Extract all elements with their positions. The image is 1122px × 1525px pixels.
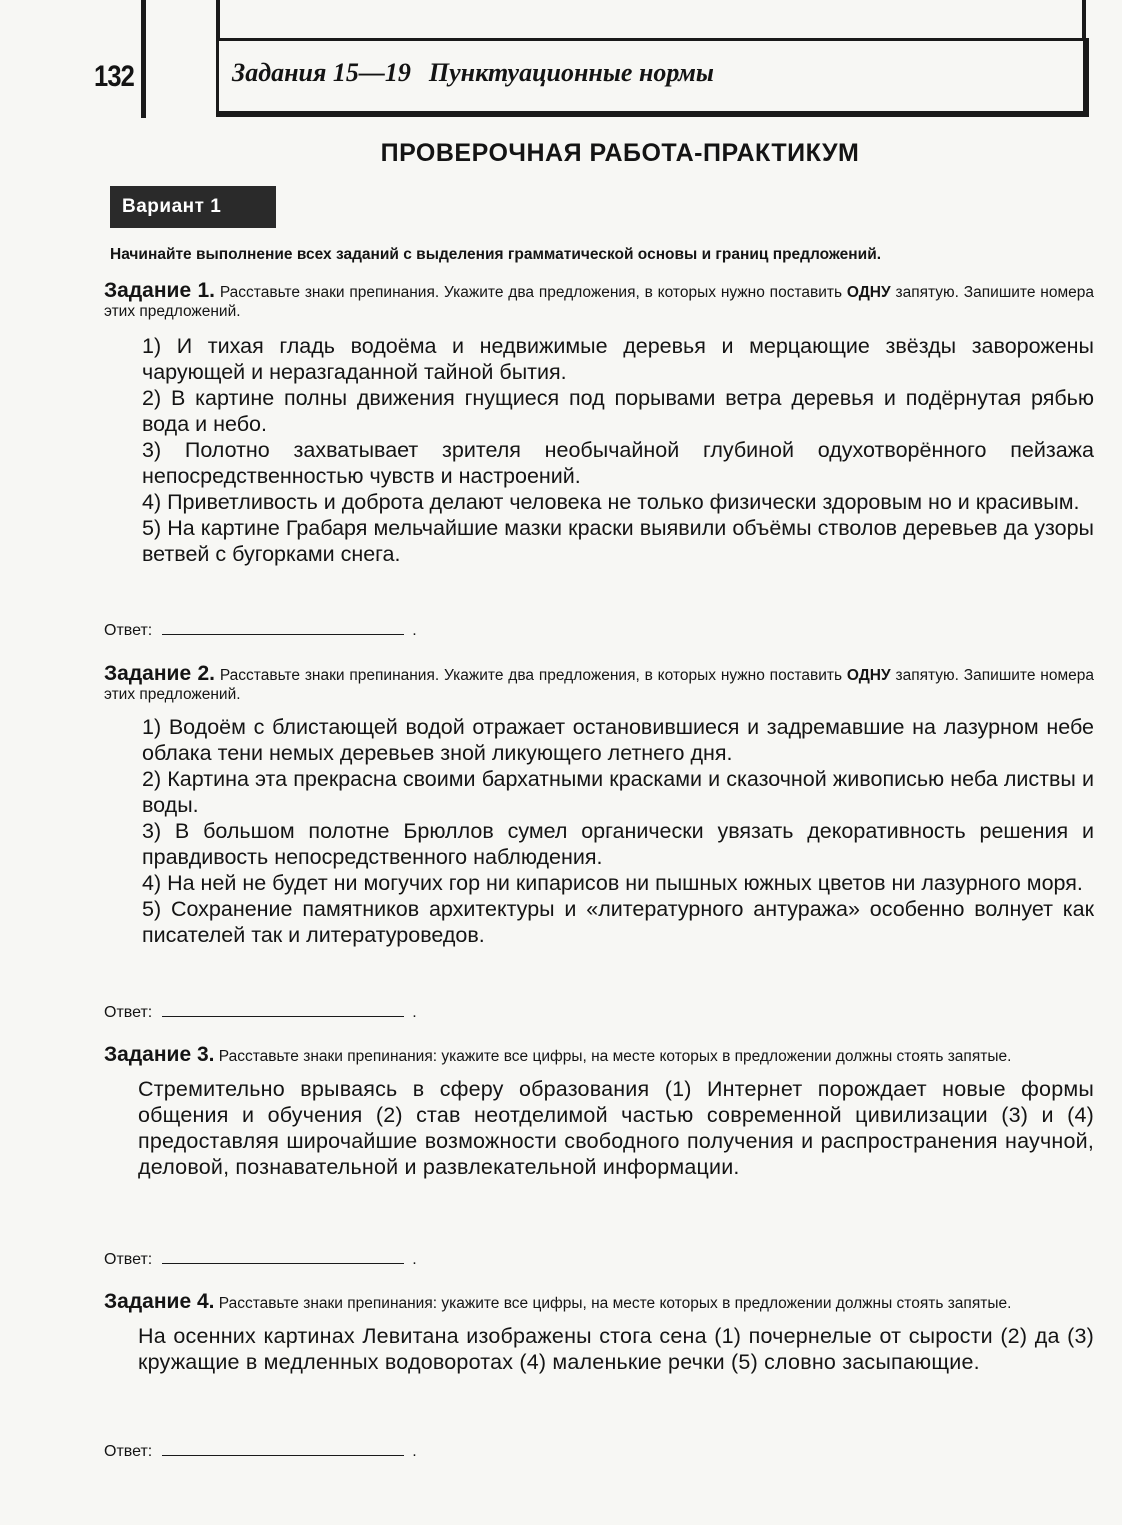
answer-label: Ответ:	[104, 622, 153, 639]
answer-end: .	[412, 1443, 417, 1460]
task-2-answer	[104, 1004, 417, 1022]
task-1-text-b: запятую. Запишите номера этих предложений.	[104, 284, 1094, 320]
answer-end: .	[412, 1251, 417, 1268]
general-instruction: Начинайте выполнение всех заданий с выделения грамматической основы и границ предложений.	[110, 246, 882, 263]
task-3-text-a: Расставьте знаки препинания: укажите все цифры, на месте которых в предложении должны стоять запятые.	[218, 1048, 1012, 1065]
header-tasks-range: Задания 15—19	[232, 58, 411, 87]
task-4-header	[104, 1292, 1094, 1313]
answer-field[interactable]	[162, 1006, 404, 1017]
task-1-header	[104, 281, 1094, 321]
task-1	[104, 281, 1094, 567]
task-1-answer	[104, 622, 417, 640]
answer-field[interactable]	[162, 624, 404, 635]
list-item: 3) Полотно захватывает зрителя необычайной глубиной одухотворённого пейзажа непосредственностью чувств и настроений.	[142, 438, 1094, 488]
task-4	[104, 1292, 1094, 1375]
answer-label: Ответ:	[104, 1251, 153, 1268]
task-1-label: Задание 1.	[104, 279, 215, 302]
page-number: 132	[94, 60, 135, 93]
answer-field[interactable]	[162, 1445, 404, 1456]
work-title: ПРОВЕРОЧНАЯ РАБОТА-ПРАКТИКУМ	[380, 139, 860, 167]
variant-badge: Вариант 1	[110, 186, 276, 228]
task-4-text-a: Расставьте знаки препинания: укажите все цифры, на месте которых в предложении должны стоять запятые.	[218, 1295, 1012, 1312]
task-1-text-upper: ОДНУ	[846, 284, 891, 301]
task-2-items	[142, 714, 1094, 948]
answer-end: .	[412, 622, 417, 639]
task-2	[104, 664, 1094, 948]
task-2-header	[104, 664, 1094, 704]
list-item: 3) В большом полотне Брюллов сумел органически увязать декоративность решения и правдивость непосредственного наблюдения.	[142, 819, 1094, 869]
list-item: 1) И тихая гладь водоёма и недвижимые деревья и мерцающие звёзды заворожены чарующей и неразгаданной тайной бытия.	[142, 334, 1094, 384]
list-item: 4) На ней не будет ни могучих гор ни кипарисов ни пышных южных цветов ни лазурного моря.	[142, 871, 1083, 895]
list-item: 2) В картине полны движения гнущиеся под порывами ветра деревья и подёрнутая рябью вода и небо.	[142, 386, 1094, 436]
list-item: 5) На картине Грабаря мельчайшие мазки краски выявили объёмы стволов деревьев да узоры ветвей с бугорками снега.	[142, 516, 1094, 566]
list-item: 2) Картина эта прекрасна своими бархатными красками и сказочной живописью неба листвы и воды.	[142, 767, 1094, 817]
header-topic: Пунктуационные нормы	[428, 58, 714, 87]
chapter-header-title	[232, 58, 714, 88]
answer-end: .	[412, 1004, 417, 1021]
list-item: 5) Сохранение памятников архитектуры и «литературного антуража» особенно волнует как писателей так и литературоведов.	[142, 897, 1094, 947]
answer-label: Ответ:	[104, 1443, 153, 1460]
list-item: 1) Водоём с блистающей водой отражает остановившиеся и задремавшие на лазурном небе облака тени немых деревьев зной ликующего летнего дня.	[142, 715, 1094, 765]
task-2-text-a: Расставьте знаки препинания. Укажите два предложения, в которых нужно поставить	[219, 667, 843, 684]
header-frame-right-line	[1082, 0, 1086, 40]
answer-label: Ответ:	[104, 1004, 153, 1021]
list-item: 4) Приветливость и доброта делают человека не только физически здоровым но и красивым.	[142, 490, 1080, 514]
task-2-label: Задание 2.	[104, 662, 215, 685]
task-3	[104, 1045, 1094, 1180]
task-4-sentence: На осенних картинах Левитана изображены стога сена (1) почернелые от сырости (2) да (3) кружащие в медленных водоворотах (4) маленькие речки (5) словно засыпающие.	[138, 1324, 1094, 1374]
task-3-answer	[104, 1251, 417, 1269]
task-4-answer	[104, 1443, 417, 1461]
left-vertical-rule	[141, 0, 146, 118]
task-3-sentence: Стремительно врываясь в сферу образования (1) Интернет порождает новые формы общения и обучения (2) став неотделимой частью современной цивилизации (3) и (4) предоставляя широчайшие возможности свободного получения и распространения научной, деловой, познавательной и развлекательной информации.	[138, 1077, 1094, 1179]
header-frame-left-line	[216, 0, 220, 40]
task-3-header	[104, 1045, 1094, 1066]
task-1-text-a: Расставьте знаки препинания. Укажите два предложения, в которых нужно поставить	[219, 284, 843, 301]
task-3-label: Задание 3.	[104, 1043, 215, 1066]
task-4-label: Задание 4.	[104, 1290, 215, 1313]
task-1-items	[142, 333, 1094, 567]
answer-field[interactable]	[162, 1253, 404, 1264]
task-2-text-upper: ОДНУ	[846, 667, 891, 684]
task-2-text-b: запятую. Запишите номера этих предложений.	[104, 667, 1094, 703]
